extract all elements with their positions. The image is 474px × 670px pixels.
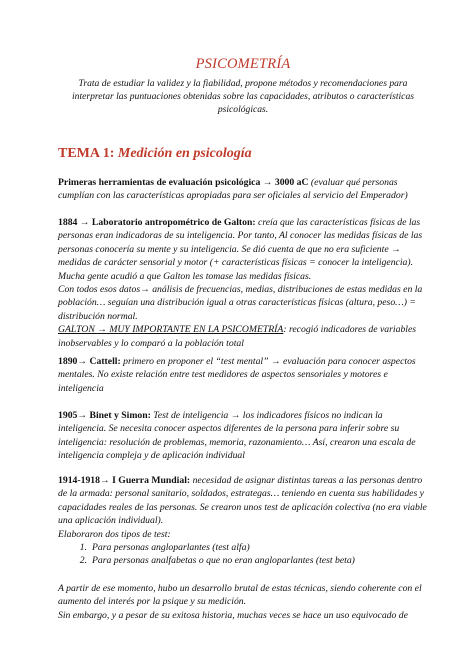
underlined-text: MUY IMPORTANTE EN LA PSICOMETRÍA: [106, 324, 284, 336]
date-label: 3000 aC: [274, 177, 309, 188]
paragraph-galton: [58, 216, 428, 350]
paragraph-text: Test de inteligencia: [153, 410, 231, 421]
document-subtitle: Trata de estudiar la validez y la fiabilidad, propone métodos y recomendaciones para interpretar las puntuaciones obtenidas sobre las capacidades, atributos o características psicológicas.: [72, 78, 414, 115]
paragraph-text: A partir de ese momento, hubo un desarrollo brutal de estas técnicas, siendo coherente con el aumento del interés por la psique y su medición.: [58, 583, 422, 608]
list-number: 2.: [79, 555, 87, 567]
paragraph-text: Con todos esos datos: [58, 284, 141, 296]
list-item: [58, 541, 428, 554]
paragraph-heading: Primeras herramientas de evaluación psicológica: [58, 177, 263, 188]
paragraph-text: los indicadores físicos no indican la inteligencia. Se necesita conocer aspectos diferentes de la persona para inferir sobre su inteligencia: resolución de problemas, memoria, razonamiento… Así, crearon una escala de inteligencia compleja y de aplicación individual: [58, 410, 416, 462]
arrow-glyph: →: [99, 475, 110, 486]
paragraph-text: necesidad de asignar distintas tareas a las personas dentro de la armada: personal sanitario, soldados, estrategas… teniendo en cuenta sus habilidades y capacidades reales de las personas. Se crearon unos test de aplicación colectiva (no era viable una aplicación individual).: [58, 475, 427, 527]
tema-number: TEMA 1:: [58, 146, 115, 161]
arrow-glyph: →: [77, 356, 88, 367]
arrow-glyph: →: [97, 324, 107, 336]
arrow-glyph: →: [262, 177, 273, 188]
paragraph-heading: 1905: [58, 410, 78, 421]
paragraph-heading-rest: Cattell:: [87, 356, 121, 367]
paragraph-text: creía que las características físicas de las personas eran indicadoras de su inteligencia. Por tanto, Al conocer las medidas físicas de las personas conocería su mente y su inteligencia. Se dió cuenta de que no era suficiente: [58, 217, 423, 255]
paragraph-heading-rest: Binet y Simon:: [87, 410, 151, 421]
paragraph-binet-simon: [58, 409, 428, 463]
paragraph-heading-rest: Laboratorio antropométrico de Galton:: [89, 217, 256, 228]
paragraph-heading: 1890: [58, 356, 78, 367]
paragraph-text: Elaboraron dos tipos de test:: [58, 528, 171, 540]
list-number: 1.: [79, 542, 87, 553]
paragraph-heading: 1884: [58, 217, 80, 228]
paragraph-text: evaluación para conocer aspectos mentales. No existe relación entre test medidores de aspectos sensoriales y motores e inteligencia: [58, 356, 416, 394]
paragraph-heading: 1914-1918: [58, 475, 100, 486]
arrow-glyph: →: [140, 284, 150, 296]
arrow-glyph: →: [77, 410, 88, 421]
arrow-glyph: →: [391, 243, 401, 255]
arrow-glyph: →: [270, 356, 281, 367]
list-item: [58, 554, 428, 567]
list-text: Para personas analfabetas o que no eran angloparlantes (test beta): [92, 555, 355, 567]
paragraph-cattell: [58, 355, 428, 395]
paragraph-text: Sin embargo, y a pesar de su exitosa historia, muchas veces se hace un uso equivocado de: [58, 609, 408, 621]
arrow-glyph: →: [79, 217, 90, 228]
paragraph-primeras-herramientas: [58, 176, 428, 203]
underlined-text: GALTON: [58, 324, 98, 336]
paragraph-heading-rest: I Guerra Mundial:: [109, 475, 191, 486]
paragraph-guerra-mundial: [58, 474, 428, 541]
paragraph-text: primero en proponer el “test mental”: [123, 356, 271, 367]
paragraph-desarrollo: [58, 582, 428, 622]
paragraph-text: : recogió indicadores de variables inobservables y lo comparó a la población total: [58, 324, 417, 349]
document-title: PSICOMETRÍA: [195, 56, 291, 72]
test-types-list: [58, 541, 428, 568]
paragraph-text: (evaluar qué personas cumplían con las características apropiadas para ser oficiales al servicio del Emperador): [58, 177, 408, 202]
section-heading-tema-1: [58, 146, 252, 162]
paragraph-text: medidas de carácter sensorial y motor (+ características físicas = conocer la inteligencia). Mucha gente acudió a que Galton les tomase las medidas físicas.: [58, 257, 414, 282]
arrow-glyph: →: [230, 410, 241, 421]
list-text: Para personas angloparlantes (test alfa): [92, 542, 250, 553]
paragraph-text: análisis de frecuencias, medias, distribuciones de estas medidas en la población… seguían una distribución igual a otras características físicas (altura, peso…) = distribución normal.: [58, 284, 423, 322]
tema-title: Medición en psicología: [117, 146, 252, 161]
